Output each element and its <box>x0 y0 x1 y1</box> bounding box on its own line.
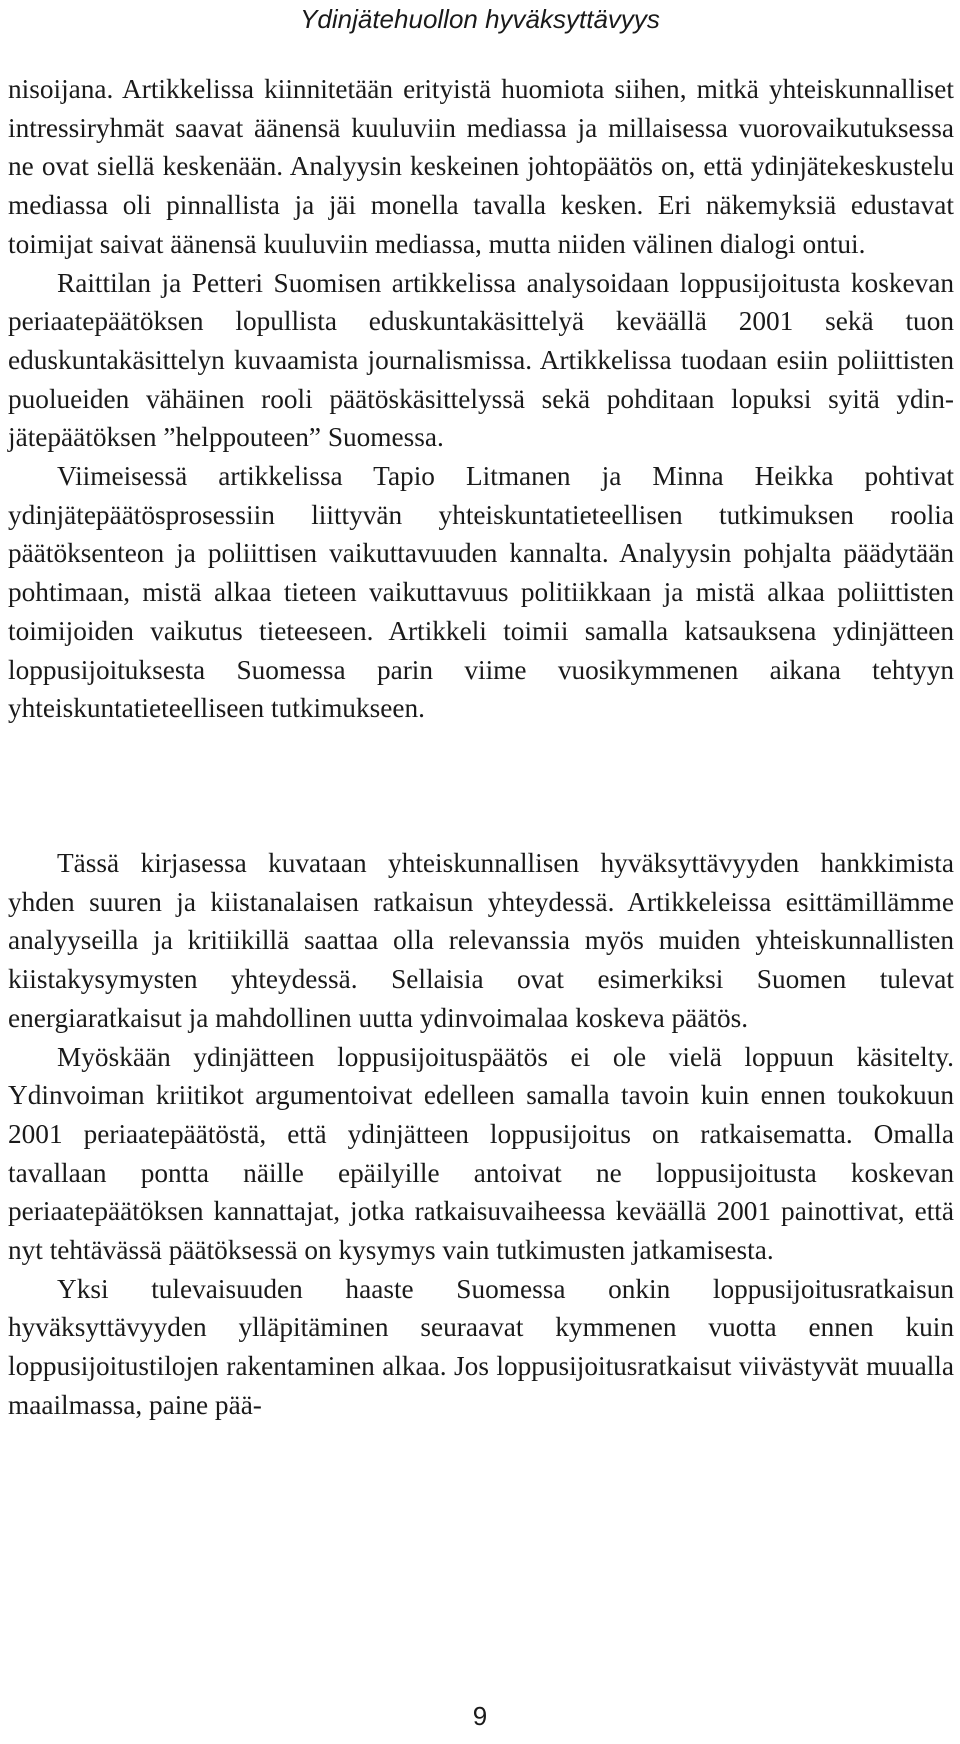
paragraph: Raittilan ja Petteri Suomisen artikkelissa analysoidaan loppusijoitusta koskevan periaatepäätöksen lopullista eduskuntakäsittelyä keväällä 2001 sekä tuon eduskuntakäsittelyn kuvaamista journalismissa. Artikkelissa tuodaan esiin poliittisten puolueiden vähäinen rooli päätöskäsittelyssä sekä pohditaan lopuksi syitä ydinjätepäätöksen ”helppouteen” Suomessa. <box>8 267 954 453</box>
paragraph: nisoijana. Artikkelissa kiinnitetään erityistä huomiota siihen, mitkä yhteiskunnalliset intressiryhmät saavat äänensä kuuluviin mediassa ja millaisessa vuorovaikutuksessa ne ovat siellä keskenään. Analyysin keskeinen johtopäätös on, että ydinjätekeskustelu mediassa oli pinnallista ja jäi monella tavalla kesken. Eri näkemyksiä edustavat toimijat saivat äänensä kuuluviin mediassa, mutta niiden välinen dialogi ontui. <box>8 74 954 259</box>
paragraph: Yksi tulevaisuuden haaste Suomessa onkin loppusijoitusratkaisun hyväksyttävyyden ylläpitäminen seuraavat kymmenen vuotta ennen kuin loppusijoitustilojen rakentaminen alkaa. Jos loppusijoitusratkaisut viivästyvät muualla maailmassa, paine pää- <box>8 1273 954 1420</box>
running-header: Ydinjätehuollon hyväksyttävyys <box>300 4 660 34</box>
paragraph: Myöskään ydinjätteen loppusijoituspäätös ei ole vielä loppuun käsitelty. Ydinvoiman kriitikot argumentoivat edelleen samalla tavoin kuin ennen toukokuun 2001 periaatepäätöstä, että ydinjätteen loppusijoitus on ratkaisematta. Omalla tavallaan pontta näille epäilyille antoivat ne loppusijoitusta koskevan periaatepäätöksen kannattajat, jotka ratkaisuvaiheessa keväällä 2001 painottivat, että nyt tehtävässä päätöksessä on kysymys vain tutkimusten jatkamisesta. <box>8 1041 954 1266</box>
body-text-section-1 <box>8 70 954 728</box>
body-text-section-2 <box>8 844 954 1425</box>
page-number: 9 <box>472 1701 488 1731</box>
paragraph: Tässä kirjasessa kuvataan yhteiskunnallisen hyväksyttävyyden hankkimista yhden suuren ja kiistanalaisen ratkaisun yhteydessä. Artikkeleissa esittämillämme analyyseilla ja kritiikillä saattaa olla relevanssia myös muiden yhteiskunnallisten kiistakysymysten yhteydessä. Sellaisia ovat esimerkiksi Suomen tulevat energiaratkaisut ja mahdollinen uutta ydinvoimalaa koskeva päätös. <box>8 848 954 1033</box>
paragraph: Viimeisessä artikkelissa Tapio Litmanen ja Minna Heikka pohtivat ydinjätepäätösprosessiin liittyvän yhteiskuntatieteellisen tutkimuksen roolia päätöksenteon ja poliittisen vaikuttavuuden kannalta. Analyysin pohjalta päädytään pohtimaan, mistä alkaa tieteen vaikuttavuus politiikkaan ja mistä alkaa poliittisten toimijoiden vaikutus tieteeseen. Artikkeli toimii samalla katsauksena ydinjätteen loppusijoituksesta Suomessa parin viime vuosikymmenen aikana tehtyyn yhteiskuntatieteelliseen tutkimukseen. <box>8 461 954 724</box>
